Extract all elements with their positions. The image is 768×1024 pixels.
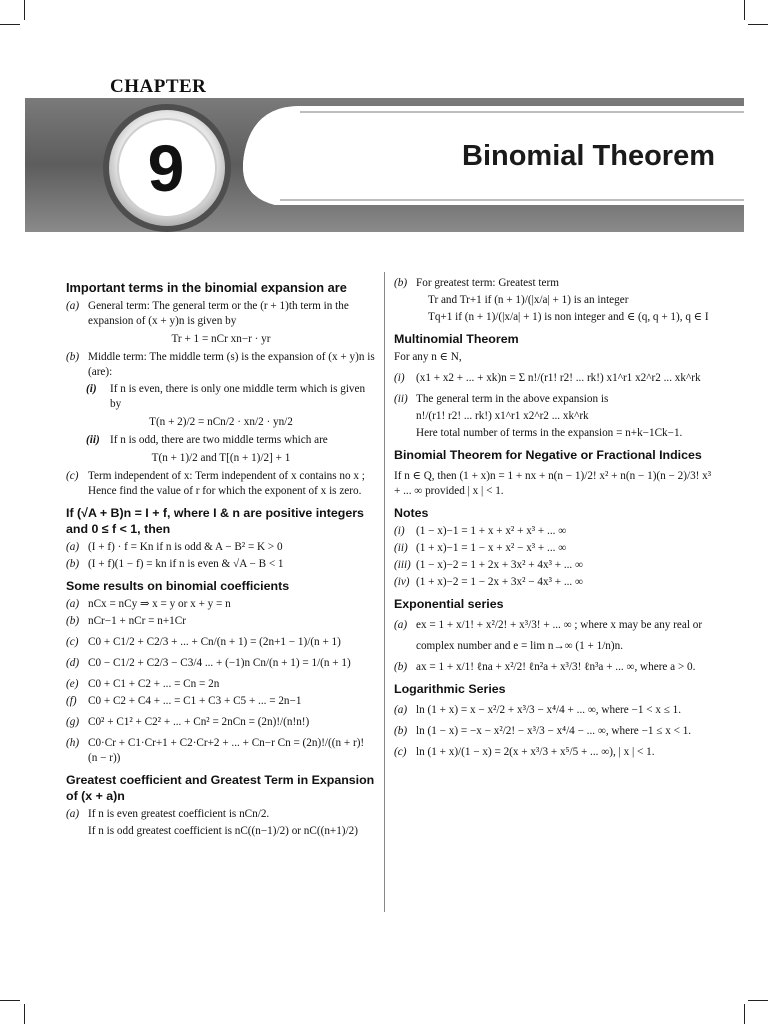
section-heading: Notes	[394, 506, 429, 520]
section-heading: Multinomial Theorem	[394, 332, 519, 346]
crop-mark	[0, 1000, 20, 1001]
item-text: Tr and Tr+1 if (n + 1)/(|x/a| + 1) is an integer	[428, 294, 629, 306]
list-item	[66, 614, 376, 629]
list-item	[394, 745, 714, 760]
list-item	[66, 597, 376, 612]
list-item	[66, 299, 376, 329]
section-heading: Exponential series	[394, 597, 504, 611]
formula: T(n + 2)/2 = nCn/2 · xn/2 · yn/2	[149, 416, 293, 428]
section-heading: Some results on binomial coefficients	[66, 579, 290, 593]
item-text: ln (1 + x)/(1 − x) = 2(x + x³/3 + x⁵/5 + ... ∞), | x | < 1.	[416, 746, 655, 758]
list-item	[394, 639, 714, 654]
item-text: C0 + C2 + C4 + ... = C1 + C3 + C5 + ... = 2n−1	[88, 695, 302, 707]
list-item	[394, 371, 714, 386]
list-item	[394, 541, 714, 556]
section-heading: Logarithmic Series	[394, 682, 506, 696]
chapter-header	[0, 0, 768, 240]
item-text: complex number and e = lim n→∞ (1 + 1/n)n.	[416, 640, 624, 652]
list-item	[394, 575, 714, 590]
crop-mark	[24, 1004, 25, 1024]
item-text: For any n ∈ N,	[394, 351, 462, 363]
item-label: (ii)	[394, 393, 408, 405]
item-text: (I + f) · f = Kn if n is odd & A − B² = K > 0	[88, 541, 283, 553]
item-label: (ii)	[86, 434, 100, 446]
item-text: Here total number of terms in the expansion = n+k−1Ck−1.	[416, 427, 683, 439]
item-label: (h)	[66, 737, 80, 749]
item-label: (a)	[394, 704, 408, 716]
list-item	[394, 392, 714, 407]
item-text: For greatest term: Greatest term	[416, 277, 559, 289]
item-label: (d)	[66, 657, 80, 669]
list-item	[428, 293, 714, 308]
item-text: The general term in the above expansion is	[416, 393, 609, 405]
formula: T(n + 1)/2 and T[(n + 1)/2] + 1	[151, 452, 291, 464]
item-label: (b)	[394, 277, 408, 289]
item-text: C0² + C1² + C2² + ... + Cn² = 2nCn = (2n)!/(n!n!)	[88, 716, 310, 728]
item-text: nCr−1 + nCr = n+1Cr	[88, 615, 186, 627]
item-text: If n ∈ Q, then (1 + x)n = 1 + nx + n(n − 1)/2! x² + n(n − 1)(n − 2)/3! x³ + ... ∞ provided | x | < 1.	[394, 470, 712, 497]
list-item	[394, 703, 714, 718]
item-text: (I + f)(1 − f) = kn if n is even & √A − B < 1	[88, 558, 284, 570]
item-label: (a)	[394, 619, 408, 631]
item-label: (c)	[394, 746, 407, 758]
list-item	[394, 276, 714, 291]
chapter-banner-graphic	[0, 0, 768, 240]
list-item	[66, 350, 376, 380]
list-item	[66, 635, 376, 650]
list-item	[66, 807, 376, 822]
item-text: ax = 1 + x/1! ℓna + x²/2! ℓn²a + x³/3! ℓn³a + ... ∞, where a > 0.	[416, 661, 696, 673]
right-column	[394, 274, 714, 766]
item-label: (b)	[66, 615, 80, 627]
item-text: ex = 1 + x/1! + x²/2! + x³/3! + ... ∞ ; where x may be any real or	[416, 619, 703, 631]
list-item	[66, 656, 376, 671]
item-text: ln (1 + x) = x − x²/2 + x³/3 − x⁴/4 + ... ∞, where −1 < x ≤ 1.	[416, 704, 682, 716]
list-item	[66, 824, 376, 839]
item-text: (1 + x)−1 = 1 − x + x² − x³ + ... ∞	[416, 542, 567, 554]
section-heading: Binomial Theorem for Negative or Fractional Indices	[394, 448, 702, 462]
item-text: (x1 + x2 + ... + xk)n = Σ n!/(r1! r2! ... rk!) x1^r1 x2^r2 ... xk^rk	[416, 372, 701, 384]
item-text: Term independent of x: Term independent of x contains no x ; Hence find the value of r for which the exponent of x is zero.	[88, 470, 365, 497]
item-label: (i)	[86, 383, 97, 395]
list-item	[394, 524, 714, 539]
item-label: (f)	[66, 695, 77, 707]
list-item	[416, 426, 714, 441]
item-label: (a)	[66, 808, 80, 820]
item-text: Tq+1 if (n + 1)/(|x/a| + 1) is non integer and ∈ (q, q + 1), q ∈ I	[428, 311, 709, 323]
formula: Tr + 1 = nCr xn−r · yr	[171, 333, 271, 345]
list-item	[428, 310, 714, 325]
item-label: (i)	[394, 372, 405, 384]
crop-mark	[744, 1004, 745, 1024]
item-label: (b)	[66, 558, 80, 570]
list-item	[66, 540, 376, 555]
item-label: (iv)	[394, 576, 410, 588]
item-label: (b)	[66, 351, 80, 363]
list-item	[66, 382, 376, 412]
item-text: If n is odd greatest coefficient is nC((n−1)/2) or nC((n+1)/2)	[88, 825, 358, 837]
section-heading: Greatest coefficient and Greatest Term in Expansion of (x + a)n	[66, 773, 375, 803]
item-label: (c)	[66, 636, 79, 648]
item-text: If n is even, there is only one middle term which is given by	[110, 383, 366, 410]
item-text: C0 + C1 + C2 + ... = Cn = 2n	[88, 678, 220, 690]
list-item	[66, 557, 376, 572]
item-text: Middle term: The middle term (s) is the expansion of (x + y)n is (are):	[88, 351, 375, 378]
section-heading: If (√A + B)n = I + f, where I & n are positive integers and 0 ≤ f < 1, then	[66, 506, 364, 536]
list-item	[416, 409, 714, 424]
item-label: (g)	[66, 716, 80, 728]
list-item	[66, 694, 376, 709]
item-label: (ii)	[394, 542, 408, 554]
item-label: (b)	[394, 725, 408, 737]
item-text: If n is even greatest coefficient is nCn/2.	[88, 808, 270, 820]
section-heading: Important terms in the binomial expansion are	[66, 280, 347, 295]
chapter-title: Binomial Theorem	[462, 140, 715, 172]
item-text: nCx = nCy ⇒ x = y or x + y = n	[88, 598, 231, 610]
item-label: (iii)	[394, 559, 411, 571]
list-item	[66, 736, 376, 766]
left-column	[66, 274, 376, 841]
item-label: (c)	[66, 470, 79, 482]
list-item	[66, 715, 376, 730]
item-label: (a)	[66, 541, 80, 553]
item-text: C0 + C1/2 + C2/3 + ... + Cn/(n + 1) = (2n+1 − 1)/(n + 1)	[88, 636, 341, 648]
list-item	[66, 677, 376, 692]
column-divider	[384, 272, 385, 912]
list-item	[394, 724, 714, 739]
chapter-number: 9	[147, 131, 185, 205]
item-text: C0 − C1/2 + C2/3 − C3/4 ... + (−1)n Cn/(n + 1) = 1/(n + 1)	[88, 657, 351, 669]
crop-mark	[748, 1000, 768, 1001]
list-item	[394, 558, 714, 573]
list-item	[66, 469, 376, 499]
item-label: (a)	[66, 598, 80, 610]
item-label: (a)	[66, 300, 80, 312]
list-item	[394, 660, 714, 675]
chapter-label: CHAPTER	[110, 76, 207, 97]
item-text: (1 + x)−2 = 1 − 2x + 3x² − 4x³ + ... ∞	[416, 576, 583, 588]
list-item	[66, 433, 376, 448]
item-text: (1 − x)−1 = 1 + x + x² + x³ + ... ∞	[416, 525, 567, 537]
list-item	[394, 350, 714, 365]
list-item	[394, 469, 714, 499]
list-item	[394, 618, 714, 633]
item-text: If n is odd, there are two middle terms which are	[110, 434, 328, 446]
item-text: C0·Cr + C1·Cr+1 + C2·Cr+2 + ... + Cn−r Cn = (2n)!/((n + r)! (n − r))	[88, 737, 365, 764]
formula: n!/(r1! r2! ... rk!) x1^r1 x2^r2 ... xk^rk	[416, 410, 589, 422]
item-label: (e)	[66, 678, 79, 690]
item-text: General term: The general term or the (r + 1)th term in the expansion of (x + y)n is given by	[88, 300, 349, 327]
item-label: (b)	[394, 661, 408, 673]
item-text: (1 − x)−2 = 1 + 2x + 3x² + 4x³ + ... ∞	[416, 559, 583, 571]
item-label: (i)	[394, 525, 405, 537]
item-text: ln (1 − x) = −x − x²/2! − x³/3 − x⁴/4 − ... ∞, where −1 ≤ x < 1.	[416, 725, 692, 737]
